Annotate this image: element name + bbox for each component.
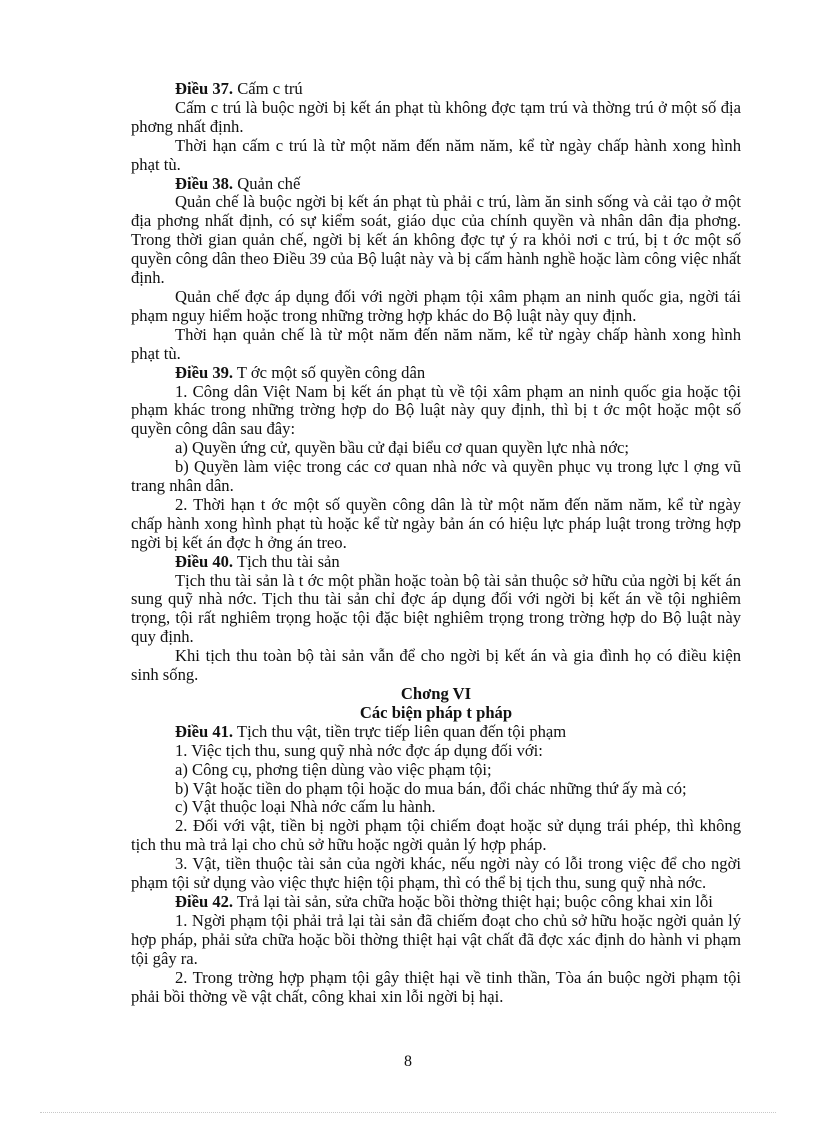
body-paragraph: b) Quyền làm việc trong các cơ quan nhà nớc và quyền phục vụ trong lực l ợng vũ trang nhân dân. (131, 457, 741, 496)
article-number: Điều 42. (175, 891, 234, 911)
body-paragraph: Cấm c trú là buộc ngời bị kết án phạt tù không đợc tạm trú và thờng trú ở một số địa phơng nhất định. (131, 97, 741, 136)
article-title: Tịch thu tài sản (233, 551, 340, 571)
article-number: Điều 41. (175, 721, 234, 741)
chapter-heading: Các biện pháp t pháp (359, 702, 513, 722)
body-paragraph: Khi tịch thu toàn bộ tài sản vẫn để cho ngời bị kết án và gia đình họ có điều kiện sinh sống. (131, 646, 741, 685)
body-paragraph: Thời hạn cấm c trú là từ một năm đến năm năm, kể từ ngày chấp hành xong hình phạt tù. (131, 135, 741, 174)
body-paragraph: c) Vật thuộc loại Nhà nớc cấm lu hành. (175, 797, 436, 817)
chapter-heading: Chơng VI (400, 684, 472, 703)
body-paragraph: Quản chế đợc áp dụng đối với ngời phạm tội xâm phạm an ninh quốc gia, ngời tái phạm nguy hiểm hoặc trong những trờng hợp khác do Bộ luật này quy định. (131, 286, 741, 325)
article-heading (131, 553, 741, 572)
body-paragraph: Quản chế là buộc ngời bị kết án phạt tù phải c trú, làm ăn sinh sống và cải tạo ở một địa phơng nhất định, có sự kiểm soát, giáo dục của chính quyền và nhân dân địa phơng. Trong thời gian quản chế, ngời bị kết án không đợc tự ý ra khỏi nơi c trú, bị t ớc một số quyền công dân theo Điều 39 của Bộ luật này và bị cấm hành nghề hoặc làm công việc nhất định. (131, 192, 741, 288)
body-paragraph: a) Công cụ, phơng tiện dùng vào việc phạm tội; (175, 759, 492, 779)
body-paragraph: 2. Trong trờng hợp phạm tội gây thiệt hại về tinh thần, Tòa án buộc ngời phạm tội phải bồi thờng về vật chất, công khai xin lỗi ngời bị hại. (131, 967, 741, 1006)
article-heading (131, 893, 741, 912)
article-heading (131, 175, 741, 194)
body-paragraph: 1. Ngời phạm tội phải trả lại tài sản đã chiếm đoạt cho chủ sở hữu hoặc ngời quản lý hợp pháp, phải sửa chữa hoặc bồi thờng thiệt hại vật chất đã đợc xác định do hành vi phạm tội gây ra. (131, 910, 741, 968)
body-paragraph: 2. Đối với vật, tiền bị ngời phạm tội chiếm đoạt hoặc sử dụng trái phép, thì không tịch thu mà trả lại cho chủ sở hữu hoặc ngời quản lý hợp pháp. (131, 816, 741, 855)
article-heading (131, 723, 741, 742)
page-number: 8 (404, 1053, 412, 1070)
article-title: T ớc một số quyền công dân (233, 362, 426, 382)
article-number: Điều 39. (175, 362, 234, 382)
article-title: Quản chế (233, 173, 301, 193)
body-paragraph: 1. Việc tịch thu, sung quỹ nhà nớc đợc áp dụng đối với: (175, 740, 543, 760)
article-title: Cấm c trú (233, 79, 303, 98)
article-title: Trả lại tài sản, sửa chữa hoặc bồi thờng thiệt hại; buộc công khai xin lỗi (233, 891, 713, 911)
body-paragraph: b) Vật hoặc tiền do phạm tội hoặc do mua bán, đổi chác những thứ ấy mà có; (175, 778, 687, 798)
body-paragraph: Thời hạn quản chế là từ một năm đến năm năm, kể từ ngày chấp hành xong hình phạt tù. (131, 324, 741, 363)
body-paragraph: Tịch thu tài sản là t ớc một phần hoặc toàn bộ tài sản thuộc sở hữu của ngời bị kết án sung quỹ nhà nớc. Tịch thu tài sản chỉ đợc áp dụng đối với ngời bị kết án về tội nghiêm trọng, tội rất nghiêm trọng hoặc tội đặc biệt nghiêm trọng trong trờng hợp do Bộ luật này quy định. (131, 570, 741, 647)
article-title: Tịch thu vật, tiền trực tiếp liên quan đến tội phạm (233, 721, 567, 741)
article-number: Điều 40. (175, 551, 234, 571)
document-page (131, 80, 741, 1006)
footer-divider (40, 1112, 776, 1113)
body-paragraph: 2. Thời hạn t ớc một số quyền công dân là từ một năm đến năm năm, kể từ ngày chấp hành xong hình phạt tù hoặc kể từ ngày bản án có hiệu lực pháp luật trong trờng hợp ngời bị kết án đợc h ởng án treo. (131, 494, 741, 552)
body-paragraph: 1. Công dân Việt Nam bị kết án phạt tù về tội xâm phạm an ninh quốc gia hoặc tội phạm khác trong những trờng hợp do Bộ luật này quy định, thì bị t ớc một hoặc một số quyền công dân sau đây: (131, 381, 741, 439)
article-heading (131, 364, 741, 383)
article-number: Điều 38. (175, 173, 234, 193)
body-paragraph: a) Quyền ứng cử, quyền bầu cử đại biểu cơ quan quyền lực nhà nớc; (175, 438, 629, 458)
article-number: Điều 37. (175, 79, 234, 98)
body-paragraph: 3. Vật, tiền thuộc tài sản của ngời khác, nếu ngời này có lỗi trong việc để cho ngời phạm tội sử dụng vào việc thực hiện tội phạm, thì có thể bị tịch thu, sung quỹ nhà nớc. (131, 854, 741, 893)
article-heading (131, 80, 741, 99)
